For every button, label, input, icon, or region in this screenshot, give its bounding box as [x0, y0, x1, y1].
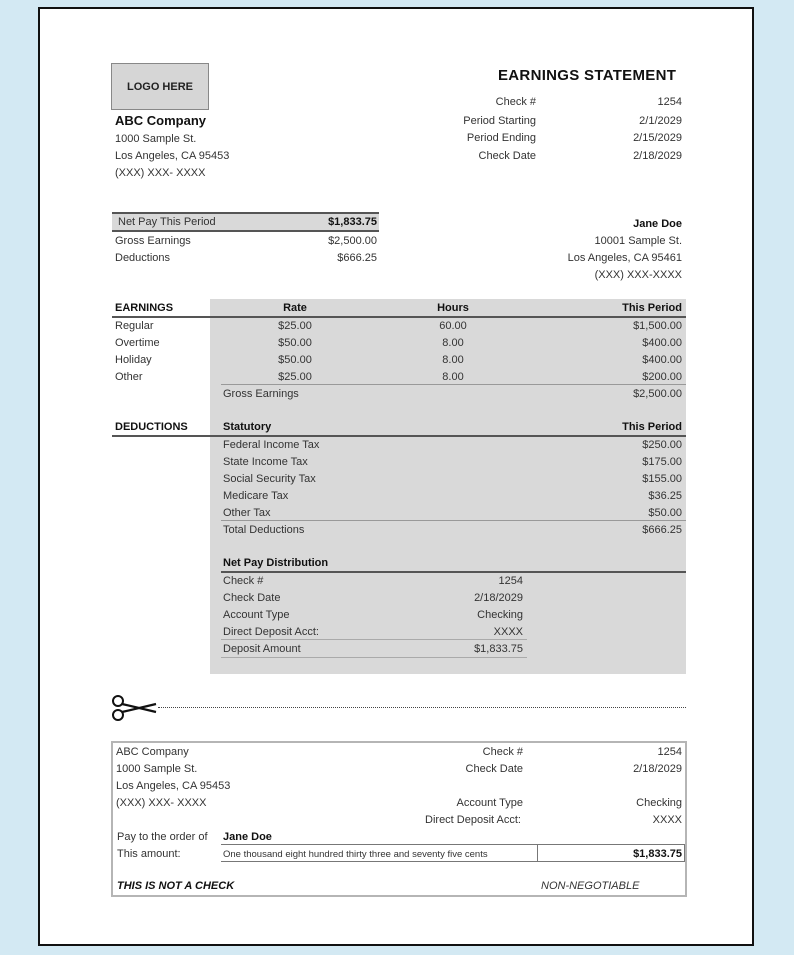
statutory-column-header: Statutory [223, 421, 272, 433]
row-rate: $50.00 [278, 337, 312, 349]
row-amount: $200.00 [642, 371, 682, 383]
divider [112, 212, 379, 214]
row-amount: $175.00 [642, 456, 682, 468]
row-value: 1254 [498, 575, 523, 587]
row-hours: 8.00 [442, 337, 464, 349]
divider [221, 861, 537, 862]
summary-value: $2,500.00 [328, 235, 377, 247]
employee-address-line1: 10001 Sample St. [594, 235, 682, 247]
divider [221, 520, 686, 521]
row-rate: $25.00 [278, 371, 312, 383]
row-rate: $50.00 [278, 354, 312, 366]
row-label: Social Security Tax [223, 473, 316, 485]
total-deductions-value: $666.25 [642, 524, 682, 536]
hours-column-header: Hours [437, 302, 469, 314]
summary-label: Gross Earnings [115, 235, 191, 247]
pay-to-label: Pay to the order of [117, 831, 208, 843]
row-label: Account Type [223, 609, 290, 621]
row-label: Check # [223, 575, 264, 587]
distribution-title: Net Pay Distribution [223, 557, 329, 569]
divider [112, 230, 379, 232]
row-amount: $50.00 [648, 507, 682, 519]
meta-label: Check # [495, 96, 536, 108]
row-label: State Income Tax [223, 456, 308, 468]
row-hours: 8.00 [442, 354, 464, 366]
stub-check-date: 2/18/2029 [633, 763, 682, 775]
company-address-line1: 1000 Sample St. [115, 133, 197, 145]
gross-earnings-label: Gross Earnings [223, 388, 299, 400]
scissors-icon [110, 695, 158, 721]
stub-check-no: 1254 [657, 746, 682, 758]
company-address-line2: Los Angeles, CA 95453 [115, 150, 230, 162]
divider [221, 639, 527, 640]
row-label: Other [115, 371, 143, 383]
employee-name: Jane Doe [633, 218, 682, 230]
meta-value: 1254 [657, 96, 682, 108]
stub-phone: (XXX) XXX- XXXX [116, 797, 207, 809]
row-label: Deposit Amount [223, 643, 301, 655]
row-label: Other Tax [223, 507, 271, 519]
divider [221, 571, 686, 573]
earnings-statement-page [38, 7, 754, 946]
row-hours: 60.00 [439, 320, 467, 332]
period-column-header: This Period [622, 302, 682, 314]
row-rate: $25.00 [278, 320, 312, 332]
row-amount: $250.00 [642, 439, 682, 451]
summary-value: $666.25 [337, 252, 377, 264]
meta-value: 2/1/2029 [639, 115, 682, 127]
logo-placeholder: LOGO HERE [111, 63, 209, 110]
non-negotiable-notice: NON-NEGOTIABLE [541, 880, 640, 892]
stub-check-no-label: Check # [482, 746, 523, 758]
deductions-section-label: DEDUCTIONS [115, 421, 188, 433]
divider [221, 657, 527, 658]
row-amount: $1,500.00 [633, 320, 682, 332]
stub-check-date-label: Check Date [465, 763, 523, 775]
period-column-header: This Period [622, 421, 682, 433]
row-value: Checking [477, 609, 523, 621]
row-label: Holiday [115, 354, 152, 366]
stub-account-type: Checking [636, 797, 682, 809]
meta-value: 2/15/2029 [633, 132, 682, 144]
stub-account-type-label: Account Type [456, 797, 523, 809]
dotted-cut-line [158, 707, 686, 708]
stub-deposit-acct-label: Direct Deposit Acct: [425, 814, 521, 826]
divider [221, 384, 686, 385]
summary-label: Deductions [115, 252, 171, 264]
company-phone: (XXX) XXX- XXXX [115, 167, 206, 179]
employee-address-line2: Los Angeles, CA 95461 [567, 252, 682, 264]
meta-label: Period Ending [466, 132, 536, 144]
row-value: XXXX [493, 626, 523, 638]
summary-label: Net Pay This Period [118, 216, 216, 228]
row-amount: $400.00 [642, 354, 682, 366]
row-amount: $155.00 [642, 473, 682, 485]
divider [112, 435, 686, 437]
meta-label: Check Date [478, 150, 536, 162]
payee-name: Jane Doe [223, 831, 272, 843]
rate-column-header: Rate [283, 302, 307, 314]
row-label: Federal Income Tax [223, 439, 320, 451]
stub-deposit-acct: XXXX [652, 814, 682, 826]
gross-earnings-value: $2,500.00 [633, 388, 682, 400]
amount-label: This amount: [117, 848, 181, 860]
row-hours: 8.00 [442, 371, 464, 383]
row-label: Medicare Tax [223, 490, 289, 502]
meta-label: Period Starting [463, 115, 536, 127]
row-amount: $36.25 [648, 490, 682, 502]
net-pay-value: $1,833.75 [328, 216, 377, 228]
row-amount: $400.00 [642, 337, 682, 349]
meta-value: 2/18/2029 [633, 150, 682, 162]
not-a-check-notice: THIS IS NOT A CHECK [117, 880, 235, 892]
divider [112, 316, 686, 318]
total-deductions-label: Total Deductions [223, 524, 305, 536]
row-label: Overtime [115, 337, 160, 349]
employee-phone: (XXX) XXX-XXXX [594, 269, 682, 281]
stub-address-line2: Los Angeles, CA 95453 [116, 780, 231, 792]
stub-company-name: ABC Company [116, 746, 189, 758]
page-title: EARNINGS STATEMENT [498, 67, 677, 84]
company-name: ABC Company [115, 113, 207, 128]
row-value: 2/18/2029 [474, 592, 523, 604]
row-label: Regular [115, 320, 154, 332]
row-label: Check Date [223, 592, 281, 604]
stub-address-line1: 1000 Sample St. [116, 763, 198, 775]
row-label: Direct Deposit Acct: [223, 626, 319, 638]
check-amount: $1,833.75 [633, 848, 682, 860]
row-value: $1,833.75 [474, 643, 523, 655]
amount-in-words: One thousand eight hundred thirty three and seventy five cents [223, 849, 488, 860]
earnings-section-label: EARNINGS [115, 302, 174, 314]
